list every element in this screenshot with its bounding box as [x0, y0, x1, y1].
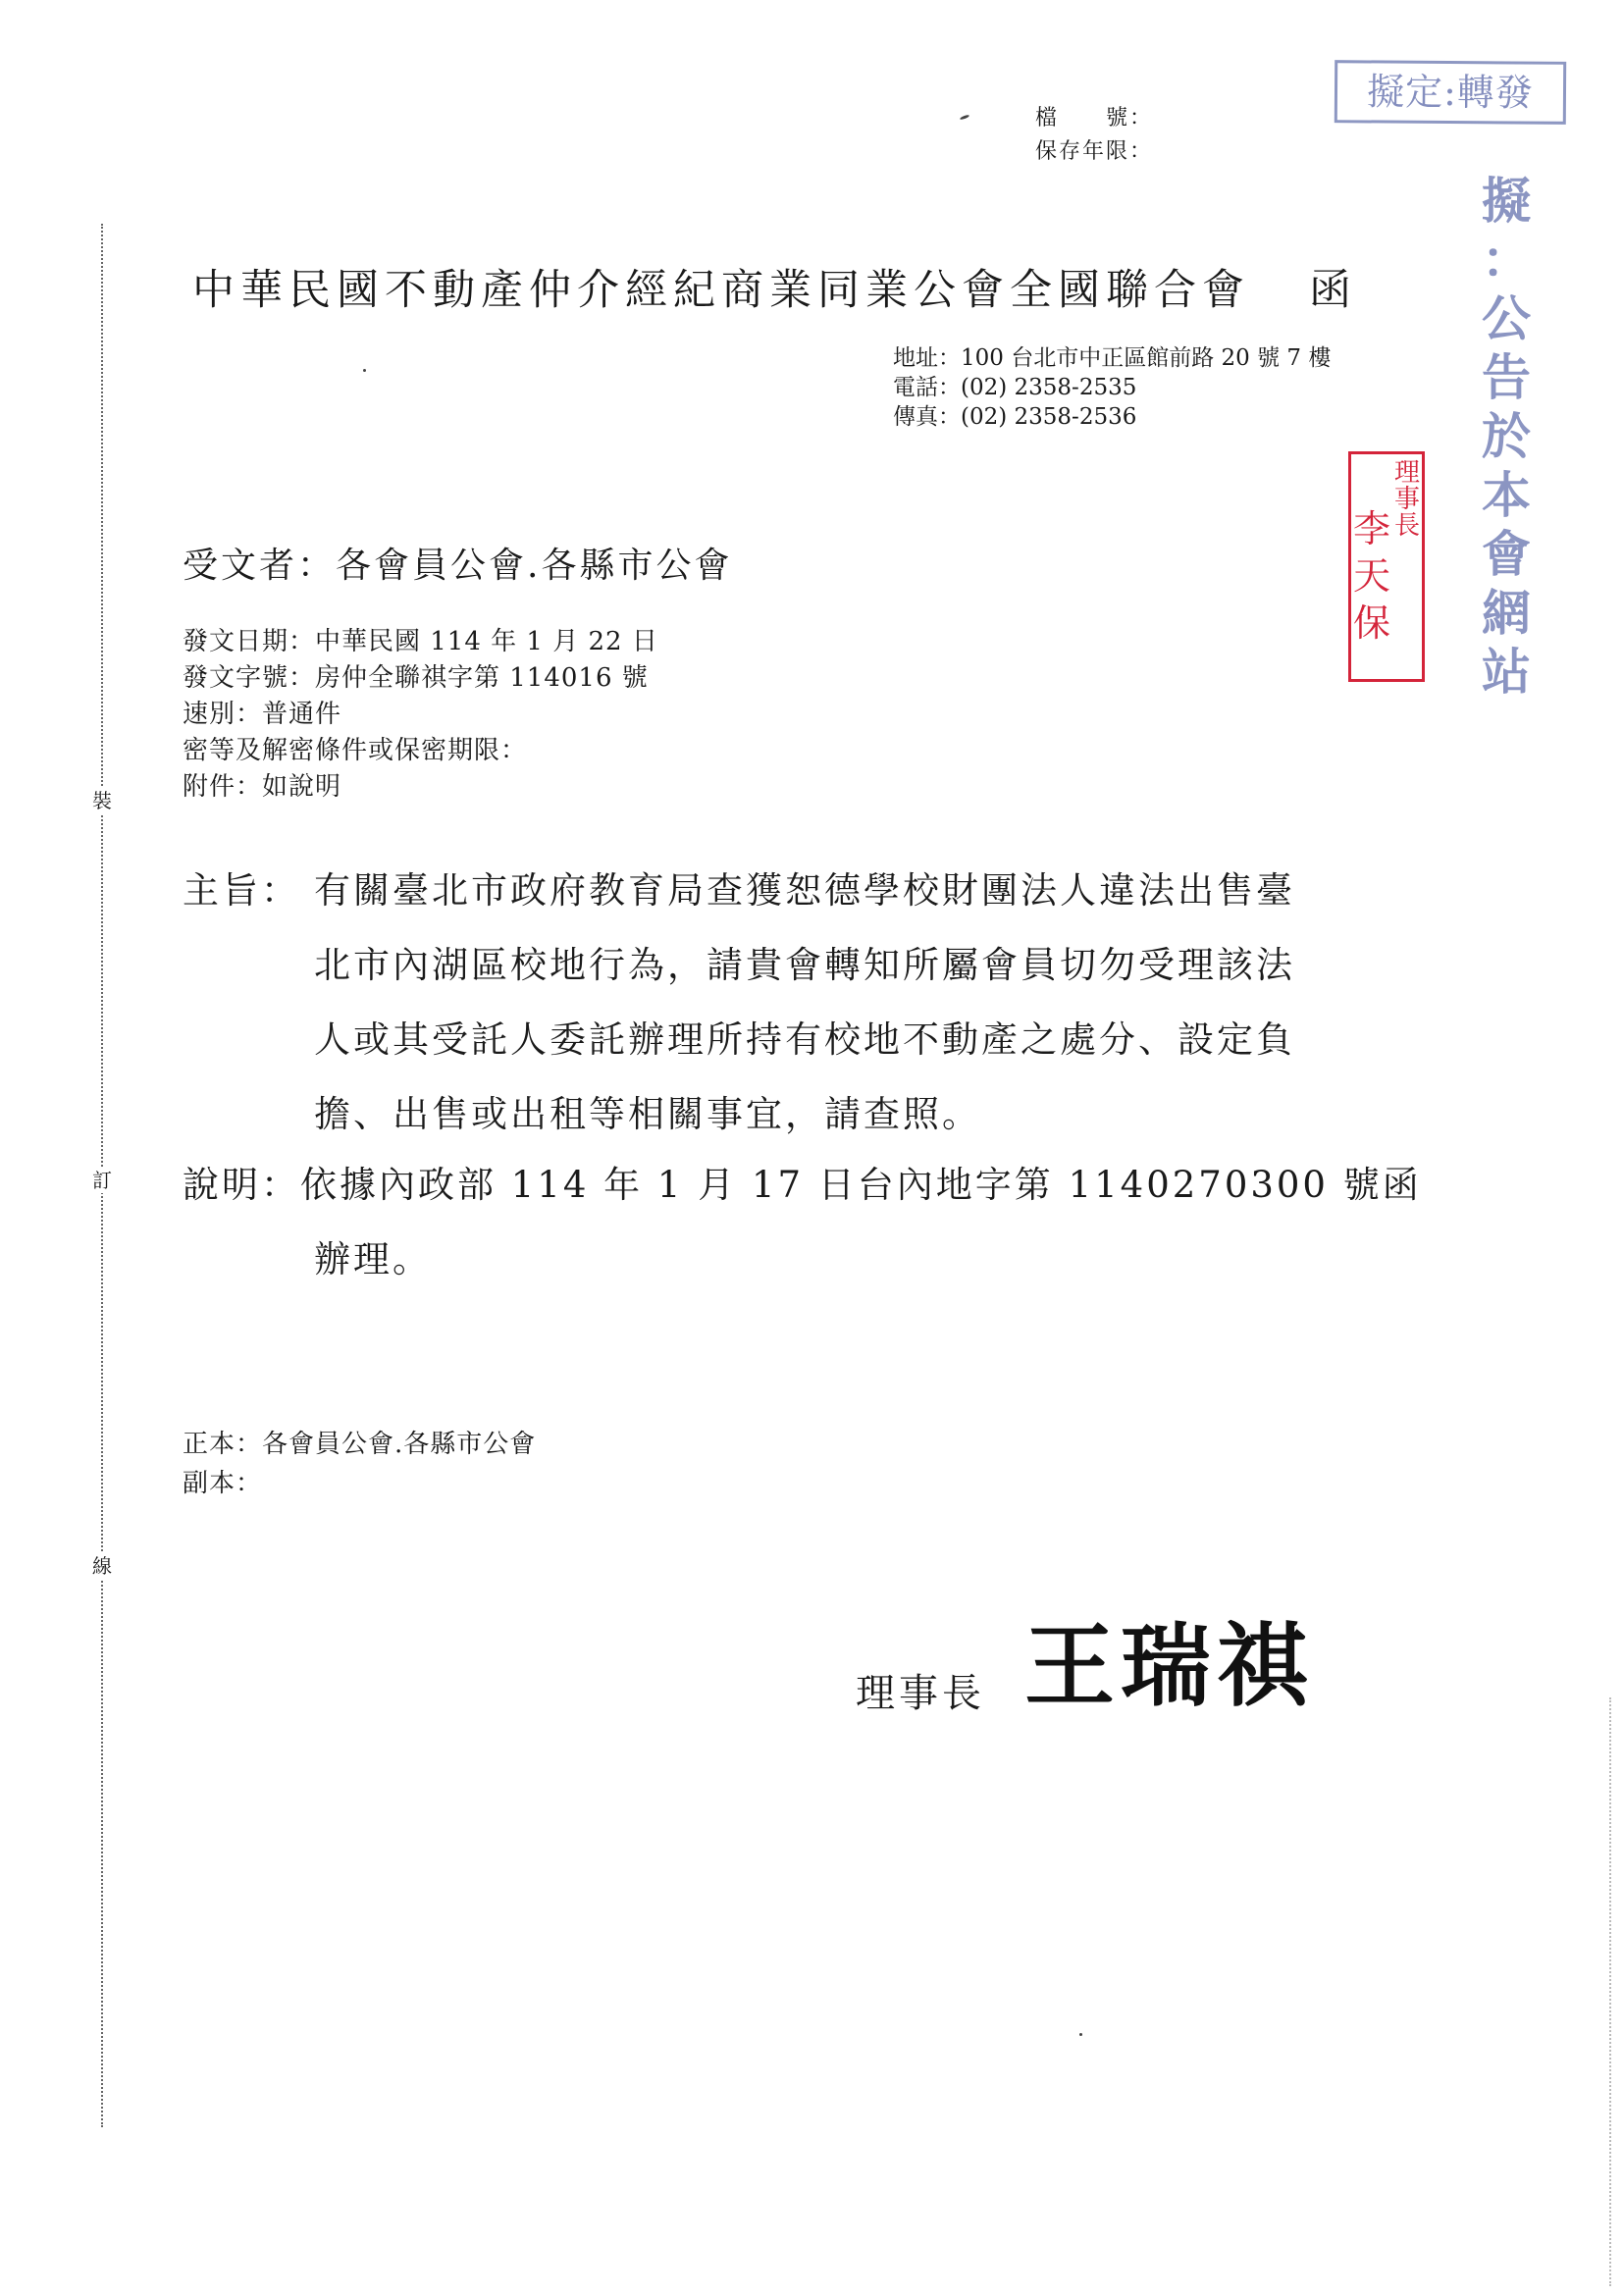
- scan-speck: [1079, 2033, 1082, 2036]
- attachment: 附件：如說明: [183, 772, 342, 802]
- binding-char-3: 線: [92, 1554, 112, 1578]
- subject-label: 主旨：: [183, 869, 300, 912]
- signer-title: 理事長: [856, 1671, 985, 1716]
- transfer-stamp: 擬定:轉發: [1335, 60, 1566, 125]
- original-recipients: 正本：各會員公會.各縣市公會: [183, 1430, 537, 1459]
- contact-block: [893, 343, 1331, 432]
- scan-edge-mark: [1609, 1697, 1613, 2286]
- scan-speck: [363, 369, 366, 372]
- retention-row: [1035, 135, 1153, 169]
- subject-section: [183, 854, 1419, 1152]
- phone: 電話：(02) 2358-2535: [893, 375, 1137, 400]
- seal-name: 李 天 保: [1352, 507, 1390, 645]
- signer-name: 王瑞祺: [1024, 1614, 1314, 1719]
- subject-line-3: 人或其受託人委託辦理所持有校地不動產之處分、設定負: [314, 1018, 1295, 1061]
- document-title: [192, 257, 1357, 317]
- document-type: 函: [1309, 266, 1357, 315]
- retention-label: 保存年限：: [1035, 139, 1154, 164]
- file-info: [1035, 102, 1153, 169]
- subject-line-2: 北市內湖區校地行為，請貴會轉知所屬會員切勿受理該法: [314, 944, 1295, 986]
- cc-recipients: 副本：: [183, 1469, 263, 1498]
- secrecy-level: 密等及解密條件或保密期限：: [183, 736, 528, 765]
- signature-block: [856, 1594, 1313, 1724]
- delivery-speed: 速別：普通件: [183, 700, 342, 729]
- address: 地址：100 台北市中正區館前路 20 號 7 樓: [893, 345, 1332, 371]
- issue-date: 發文日期：中華民國 114 年 1 月 22 日: [183, 627, 658, 656]
- recipient: 受文者：各會員公會.各縣市公會: [183, 546, 733, 586]
- subject-line-4: 擔、出售或出租等相關事宜，請查照。: [314, 1093, 981, 1135]
- subject-line-1: 有關臺北市政府教育局查獲恕德學校財團法人違法出售臺: [314, 869, 1295, 912]
- explanation-line-2: 辦理。: [314, 1238, 432, 1280]
- explanation-section: [183, 1148, 1458, 1297]
- official-seal: [1348, 451, 1425, 682]
- file-number-row: [1035, 102, 1153, 135]
- document-meta: [183, 624, 658, 806]
- organization-name: 中華民國不動產仲介經紀商業同業公會全國聯合會: [192, 266, 1250, 315]
- seal-title: 理 事 長: [1393, 458, 1420, 541]
- fax: 傳真：(02) 2358-2536: [893, 404, 1137, 430]
- distribution: [183, 1425, 536, 1503]
- explanation-line-1: 說明：依據內政部 114 年 1 月 17 日台內地字第 1140270300 號函: [183, 1164, 1422, 1206]
- file-number-label: 檔 號：: [1035, 106, 1154, 130]
- announcement-stamp: 擬 ： 公 告 於 本 會 網 站: [1482, 172, 1531, 701]
- scan-speck: [960, 114, 969, 120]
- binding-char-1: 裝: [92, 789, 112, 812]
- binding-char-2: 訂: [92, 1169, 112, 1192]
- document-number: 發文字號：房仲全聯祺字第 114016 號: [183, 663, 649, 693]
